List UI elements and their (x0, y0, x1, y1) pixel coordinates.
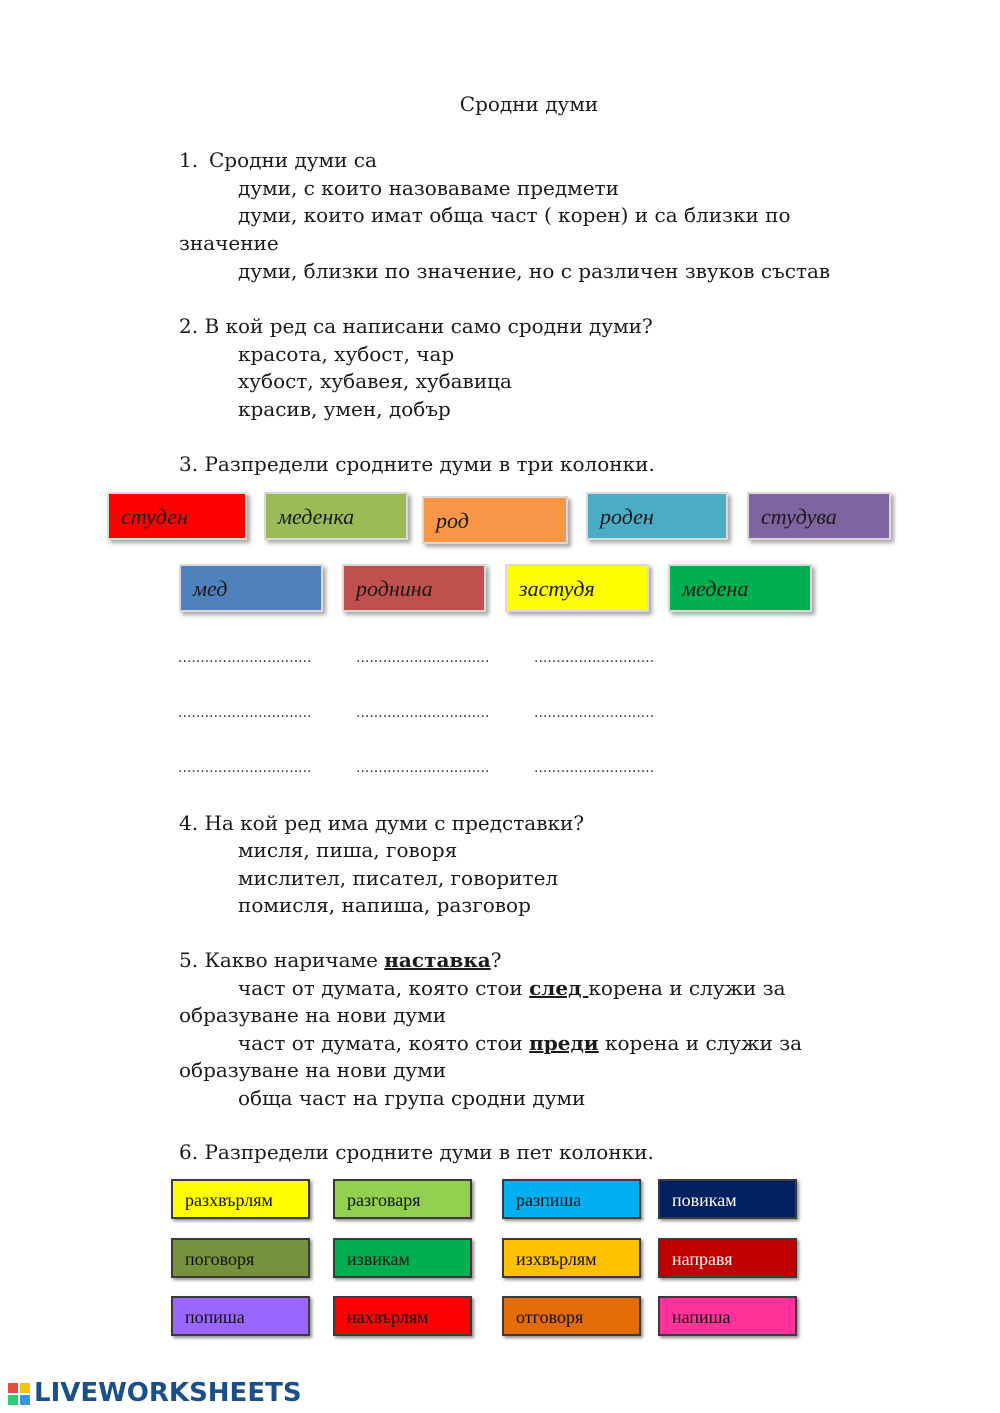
q4-option-3[interactable]: помисля, напиша, разговор (238, 893, 531, 917)
q1-number: 1. (179, 148, 199, 172)
word-chip-label: отговоря (516, 1307, 584, 1327)
q4-option-2[interactable]: мислител, писател, говорител (238, 866, 559, 890)
blank-line[interactable]: .............................. (356, 650, 490, 666)
word-chip-label: разговаря (347, 1190, 421, 1210)
word-tile-label: роден (600, 504, 654, 529)
blank-line[interactable]: .............................. (356, 705, 490, 721)
word-chip[interactable] (171, 1179, 310, 1219)
word-chip[interactable] (333, 1238, 472, 1278)
word-chip[interactable] (333, 1296, 472, 1336)
q5-option-1-cont[interactable]: образуване на нови думи (179, 1003, 447, 1027)
q5-keyword: наставка (384, 948, 491, 972)
word-chip-label: разхвърлям (185, 1190, 273, 1210)
word-chip[interactable] (502, 1179, 641, 1219)
blank-line[interactable]: ........................... (534, 650, 655, 666)
word-tile[interactable] (505, 564, 649, 612)
word-tile-label: мед (193, 576, 228, 601)
word-tile[interactable] (342, 564, 486, 612)
word-chip[interactable] (658, 1296, 797, 1336)
liveworksheets-logo-icon (8, 1383, 30, 1405)
q5-option-2-cont[interactable]: образуване на нови думи (179, 1058, 447, 1082)
word-chip-label: напиша (672, 1307, 731, 1327)
word-tile[interactable] (422, 496, 568, 544)
q1-option-3[interactable]: думи, близки по значение, но с различен звуков състав (238, 259, 831, 283)
blank-line[interactable]: .............................. (178, 760, 312, 776)
word-chip-label: разпиша (516, 1190, 582, 1210)
word-tile-label: студува (761, 504, 837, 529)
word-tile[interactable] (747, 492, 891, 540)
word-chip[interactable] (502, 1238, 641, 1278)
q5-option-3[interactable]: обща част на група сродни думи (238, 1086, 586, 1110)
word-chip-label: поговоря (185, 1249, 255, 1269)
word-chip-label: попиша (185, 1307, 245, 1327)
q5-option-1[interactable]: част от думата, която стои след корена и служи за (238, 976, 786, 1000)
word-chip-label: повикам (672, 1190, 737, 1210)
blank-line[interactable]: .............................. (356, 760, 490, 776)
word-tile-label: студен (121, 504, 188, 529)
word-chip[interactable] (171, 1238, 310, 1278)
word-chip[interactable] (658, 1179, 797, 1219)
word-tile[interactable] (179, 564, 323, 612)
q2-option-2[interactable]: хубост, хубавея, хубавица (238, 369, 512, 393)
word-chip[interactable] (502, 1296, 641, 1336)
q3-question: 3. Разпредели сродните думи в три колонки. (179, 452, 655, 476)
word-chip-label: изхвърлям (516, 1249, 597, 1269)
blank-line[interactable]: .............................. (178, 650, 312, 666)
word-tile[interactable] (668, 564, 812, 612)
word-chip-label: извикам (347, 1249, 410, 1269)
q1-option-2[interactable]: думи, които имат обща част ( корен) и са близки по (238, 203, 791, 227)
word-tile-label: меденка (278, 504, 355, 529)
q5-question: 5. Какво наричаме наставка? (179, 948, 502, 972)
blank-line[interactable]: ........................... (534, 760, 655, 776)
q1-option-2-cont[interactable]: значение (179, 231, 279, 255)
page-title: Сродни думи (459, 92, 599, 116)
word-chip-label: направя (672, 1249, 733, 1269)
q5-option-2[interactable]: част от думата, която стои преди корена и служи за (238, 1031, 803, 1055)
word-tile-label: медена (682, 576, 749, 601)
q4-question: 4. На кой ред има думи с представки? (179, 811, 585, 835)
blank-line[interactable]: .............................. (178, 705, 312, 721)
word-chip[interactable] (333, 1179, 472, 1219)
word-tile-label: роднина (356, 576, 433, 601)
blank-line[interactable]: ........................... (534, 705, 655, 721)
word-tile[interactable] (264, 492, 408, 540)
q4-option-1[interactable]: мисля, пиша, говоря (238, 838, 458, 862)
word-chip[interactable] (658, 1238, 797, 1278)
word-tile[interactable] (107, 492, 247, 540)
q2-question: 2. В кой ред са написани само сродни думи? (179, 314, 653, 338)
word-chip-label: нахвърлям (347, 1307, 429, 1327)
q6-question: 6. Разпредели сродните думи в пет колонки. (179, 1140, 654, 1164)
word-tile-label: род (436, 508, 469, 533)
liveworksheets-logo: LIVEWORKSHEETS (34, 1378, 302, 1408)
q1-option-1[interactable]: думи, с които назоваваме предмети (238, 176, 619, 200)
q1-question: Сродни думи са (209, 148, 377, 172)
word-tile[interactable] (586, 492, 728, 540)
word-tile-label: застудя (519, 576, 595, 601)
word-chip[interactable] (171, 1296, 310, 1336)
q2-option-1[interactable]: красота, хубост, чар (238, 342, 455, 366)
q2-option-3[interactable]: красив, умен, добър (238, 397, 451, 421)
